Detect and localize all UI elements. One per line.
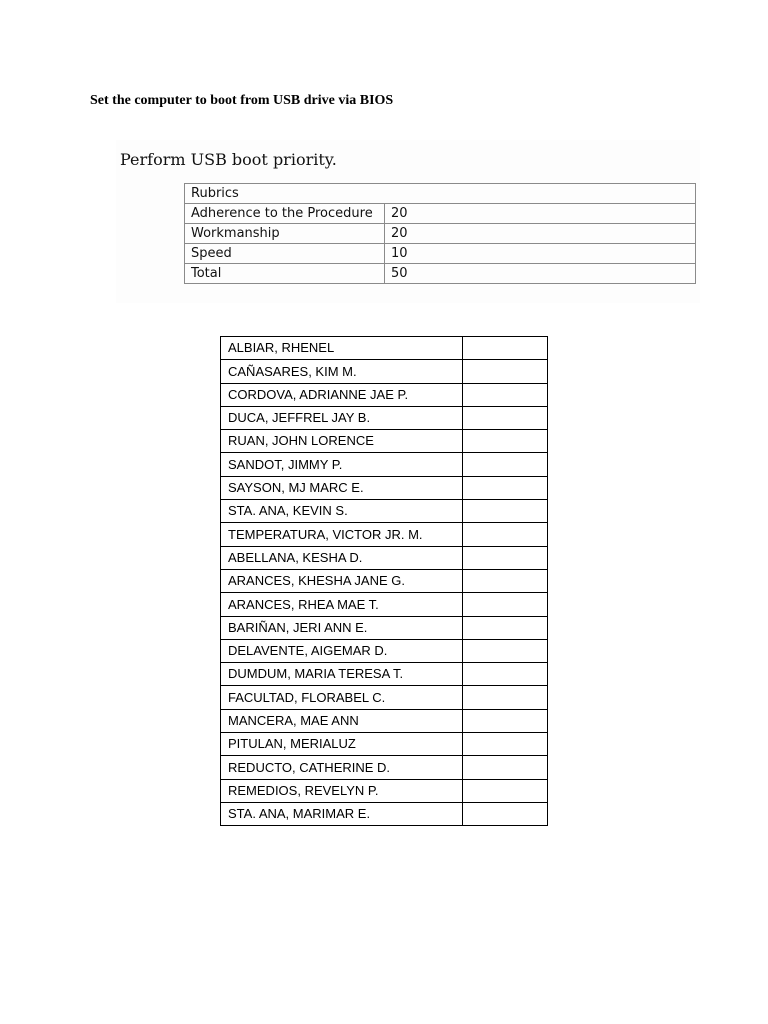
score-cell <box>463 523 548 546</box>
score-cell <box>463 802 548 825</box>
student-name: FACULTAD, FLORABEL C. <box>221 686 463 709</box>
roster-row <box>221 663 548 686</box>
student-name: DUCA, JEFFREL JAY B. <box>221 406 463 429</box>
rubric-points: 10 <box>385 244 696 264</box>
roster-row <box>221 337 548 360</box>
student-name: ARANCES, RHEA MAE T. <box>221 593 463 616</box>
score-cell <box>463 639 548 662</box>
roster-row <box>221 406 548 429</box>
roster-row <box>221 383 548 406</box>
score-cell <box>463 546 548 569</box>
score-cell <box>463 383 548 406</box>
roster-row <box>221 593 548 616</box>
roster-row <box>221 802 548 825</box>
student-name: ALBIAR, RHENEL <box>221 337 463 360</box>
student-name: CORDOVA, ADRIANNE JAE P. <box>221 383 463 406</box>
score-cell <box>463 593 548 616</box>
roster-row <box>221 616 548 639</box>
score-cell <box>463 756 548 779</box>
rubric-points: 50 <box>385 264 696 284</box>
score-cell <box>463 733 548 756</box>
student-name: SANDOT, JIMMY P. <box>221 453 463 476</box>
student-name: REMEDIOS, REVELYN P. <box>221 779 463 802</box>
roster-row <box>221 430 548 453</box>
roster-row <box>221 779 548 802</box>
score-cell <box>463 406 548 429</box>
roster-row <box>221 500 548 523</box>
student-name: STA. ANA, KEVIN S. <box>221 500 463 523</box>
roster-row <box>221 476 548 499</box>
score-cell <box>463 709 548 732</box>
score-cell <box>463 616 548 639</box>
student-name: PITULAN, MERIALUZ <box>221 733 463 756</box>
roster-row <box>221 360 548 383</box>
student-name: CAÑASARES, KIM M. <box>221 360 463 383</box>
roster-row <box>221 733 548 756</box>
roster-row <box>221 523 548 546</box>
rubric-row <box>185 244 696 264</box>
score-cell <box>463 779 548 802</box>
student-name: ARANCES, KHESHA JANE G. <box>221 569 463 592</box>
student-name: RUAN, JOHN LORENCE <box>221 430 463 453</box>
rubric-subtitle: Perform USB boot priority. <box>120 150 337 169</box>
rubric-row <box>185 204 696 224</box>
student-name: MANCERA, MAE ANN <box>221 709 463 732</box>
roster-row <box>221 546 548 569</box>
roster-row <box>221 686 548 709</box>
student-name: SAYSON, MJ MARC E. <box>221 476 463 499</box>
score-cell <box>463 430 548 453</box>
student-name: BARIÑAN, JERI ANN E. <box>221 616 463 639</box>
rubric-criterion: Adherence to the Procedure <box>185 204 385 224</box>
rubric-criterion: Speed <box>185 244 385 264</box>
rubric-criterion: Workmanship <box>185 224 385 244</box>
rubric-header-cell: Rubrics <box>185 184 696 204</box>
score-cell <box>463 663 548 686</box>
score-cell <box>463 453 548 476</box>
rubric-header-row <box>185 184 696 204</box>
student-name: STA. ANA, MARIMAR E. <box>221 802 463 825</box>
student-name: DUMDUM, MARIA TERESA T. <box>221 663 463 686</box>
score-cell <box>463 360 548 383</box>
rubric-points: 20 <box>385 204 696 224</box>
roster-row <box>221 453 548 476</box>
student-name: REDUCTO, CATHERINE D. <box>221 756 463 779</box>
rubric-table <box>184 183 696 284</box>
score-cell <box>463 686 548 709</box>
rubric-points: 20 <box>385 224 696 244</box>
score-cell <box>463 476 548 499</box>
student-name: ABELLANA, KESHA D. <box>221 546 463 569</box>
roster-row <box>221 569 548 592</box>
roster-row <box>221 639 548 662</box>
student-name: TEMPERATURA, VICTOR JR. M. <box>221 523 463 546</box>
score-cell <box>463 500 548 523</box>
page-heading: Set the computer to boot from USB drive via BIOS <box>90 93 394 108</box>
rubric-row <box>185 224 696 244</box>
roster-row <box>221 709 548 732</box>
rubric-total-row <box>185 264 696 284</box>
score-cell <box>463 569 548 592</box>
score-cell <box>463 337 548 360</box>
student-name: DELAVENTE, AIGEMAR D. <box>221 639 463 662</box>
student-roster-table <box>220 336 548 826</box>
roster-row <box>221 756 548 779</box>
rubric-criterion: Total <box>185 264 385 284</box>
